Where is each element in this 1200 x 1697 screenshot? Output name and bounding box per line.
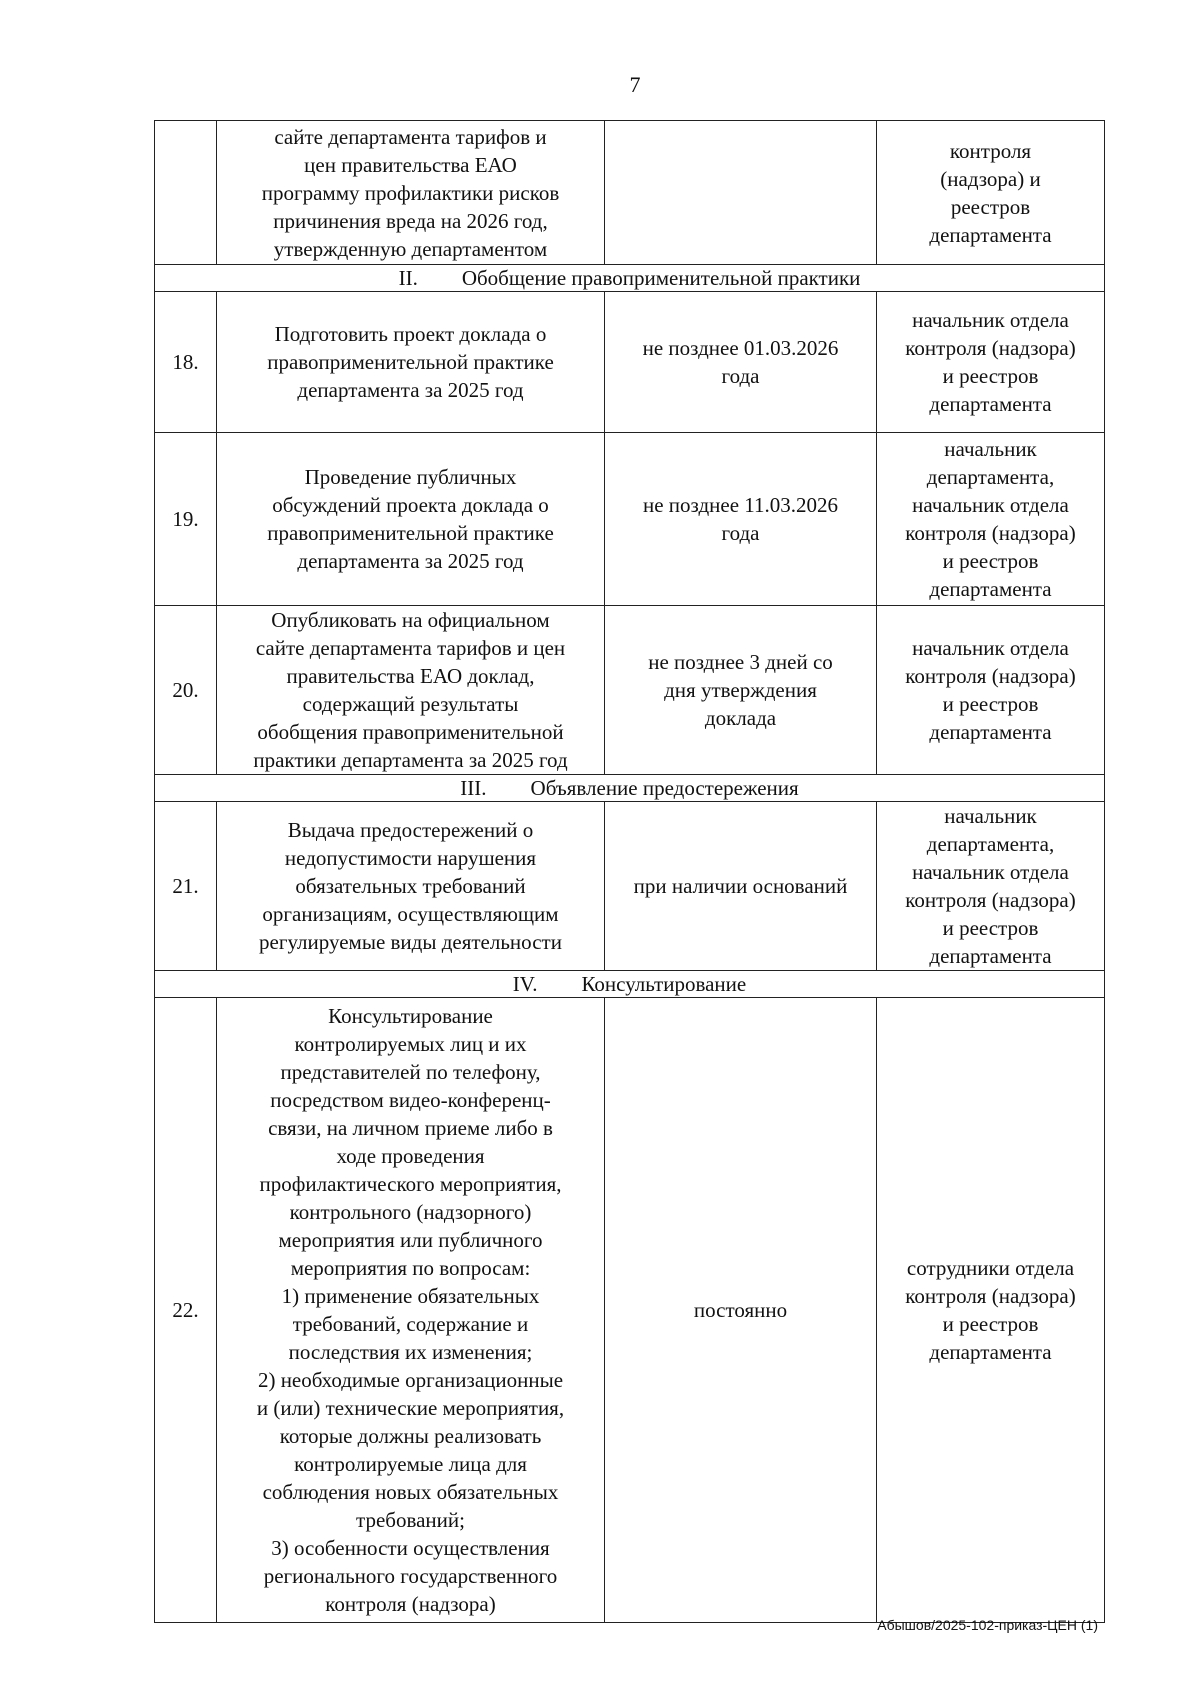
action-cell <box>217 292 605 433</box>
term-cell <box>605 606 877 775</box>
cell-text-line: посредством видео-конференц- <box>270 1088 551 1112</box>
row-number-cell: 19. <box>155 433 217 606</box>
cell-text-line: правительства ЕАО доклад, <box>286 664 535 688</box>
section-number: III. <box>460 776 487 800</box>
responsible-cell <box>877 121 1105 265</box>
cell-text-line: мероприятия по вопросам: <box>290 1256 531 1280</box>
table-row-19 <box>155 433 1105 606</box>
cell-text-line: департамента <box>929 222 1052 247</box>
action-cell <box>217 433 605 606</box>
table-row-20 <box>155 606 1105 775</box>
section-number: II. <box>398 266 418 290</box>
cell-text-line: 1) применение обязательных <box>281 1284 540 1308</box>
document-code: Абышов/2025-102-приказ-ЦЕН (1) <box>877 1617 1098 1633</box>
row-number-cell: 20. <box>155 606 217 775</box>
section-title: Объявление предостережения <box>530 776 799 800</box>
term-cell <box>605 802 877 971</box>
cell-text-line: не позднее 11.03.2026 <box>643 493 838 517</box>
cell-text-line: профилактического мероприятия, <box>259 1172 562 1196</box>
responsible-cell <box>877 606 1105 775</box>
cell-text-line: начальник отдела <box>912 860 1069 884</box>
cell-text-line: цен правительства ЕАО <box>304 152 517 177</box>
responsible-cell <box>877 292 1105 433</box>
cell-text-line: доклада <box>704 706 777 730</box>
cell-text-line: года <box>721 521 760 545</box>
cell-text-line: департамента за 2025 год <box>297 378 524 402</box>
action-cell <box>217 802 605 971</box>
row-number-cell: 18. <box>155 292 217 433</box>
cell-text-line: не позднее 3 дней со <box>648 650 833 674</box>
section-number: IV. <box>512 972 538 996</box>
cell-text-line: года <box>721 364 760 388</box>
cell-text-line: и реестров <box>942 916 1039 940</box>
cell-text-line: требований; <box>356 1508 465 1532</box>
action-cell <box>217 998 605 1623</box>
cell-text-line: контроля (надзора) <box>905 521 1076 545</box>
cell-text-line: департамента <box>929 1340 1052 1364</box>
cell-text-line: Консультирование <box>328 1004 493 1028</box>
cell-text-line: сайте департамента тарифов и цен <box>255 636 566 660</box>
row-number-cell: 22. <box>155 998 217 1623</box>
cell-text-line: реестров <box>950 194 1031 219</box>
cell-text-line: контролируемых лиц и их <box>294 1032 527 1056</box>
table-row-18 <box>155 292 1105 433</box>
cell-text-line: (надзора) и <box>940 166 1041 191</box>
cell-text-line: начальник отдела <box>912 636 1069 660</box>
cell-text-line: департамента за 2025 год <box>297 549 524 573</box>
cell-text-line: программу профилактики рисков <box>261 180 560 205</box>
action-cell <box>217 606 605 775</box>
cell-text-line: начальник <box>944 804 1037 828</box>
responsible-cell <box>877 433 1105 606</box>
cell-text-line: утвержденную департаментом <box>273 236 548 261</box>
section-title: Консультирование <box>581 972 747 996</box>
section-header-2 <box>155 265 1105 292</box>
cell-text-line: Опубликовать на официальном <box>271 608 550 632</box>
cell-text-line: сайте департамента тарифов и <box>274 124 547 149</box>
cell-text-line: начальник отдела <box>912 493 1069 517</box>
responsible-cell <box>877 802 1105 971</box>
cell-text-line: контрольного (надзорного) <box>289 1200 532 1224</box>
cell-text-line: департамента <box>929 720 1052 744</box>
table-row-21 <box>155 802 1105 971</box>
cell-text-line: Подготовить проект доклада о <box>274 322 547 346</box>
page-number: 7 <box>629 72 641 97</box>
cell-text-line: контроля (надзора) <box>905 664 1076 688</box>
cell-text-line: обсуждений проекта доклада о <box>272 493 549 517</box>
cell-text-line: контроля (надзора) <box>905 1284 1076 1308</box>
cell-text-line: правоприменительной практике <box>267 521 554 545</box>
cell-text-line: контроля (надзора) <box>325 1592 496 1616</box>
cell-text-line: контролируемые лица для <box>294 1452 527 1476</box>
cell-text-line: регионального государственного <box>263 1564 558 1588</box>
cell-text-line: департамента, <box>926 832 1055 856</box>
table-row-22 <box>155 998 1105 1623</box>
cell-text-line: и (или) технические мероприятия, <box>256 1396 565 1420</box>
cell-text-line: организациям, осуществляющим <box>262 902 559 926</box>
section-header-3 <box>155 775 1105 802</box>
cell-text-line: требований, содержание и <box>292 1312 529 1336</box>
cell-text-line: департамента, <box>926 465 1055 489</box>
cell-text-line: Проведение публичных <box>304 465 517 489</box>
cell-text-line: департамента <box>929 577 1052 601</box>
cell-text-line: департамента <box>929 944 1052 968</box>
cell-text-line: обязательных требований <box>295 874 526 898</box>
cell-text-line: представителей по телефону, <box>280 1060 541 1084</box>
cell-text-line: и реестров <box>942 364 1039 388</box>
cell-text-line: сотрудники отдела <box>906 1256 1075 1280</box>
cell-text-line: департамента <box>929 392 1052 416</box>
activity-plan-table <box>154 120 1105 1623</box>
cell-text-line: регулируемые виды деятельности <box>259 930 562 954</box>
cell-text-line: начальник <box>944 437 1037 461</box>
cell-text-line: 2) необходимые организационные <box>257 1368 564 1392</box>
cell-text-line: и реестров <box>942 692 1039 716</box>
cell-text-line: связи, на личном приеме либо в <box>268 1116 553 1140</box>
cell-text-line: ходе проведения <box>336 1144 485 1168</box>
cell-text-line: при наличии оснований <box>633 874 848 898</box>
cell-text-line: не позднее 01.03.2026 <box>642 336 839 360</box>
section-header-4 <box>155 971 1105 998</box>
cell-text-line: 3) особенности осуществления <box>271 1536 550 1560</box>
cell-text-line: обобщения правоприменительной <box>257 720 564 744</box>
cell-text-line: постоянно <box>693 1298 788 1322</box>
row-number-cell: 21. <box>155 802 217 971</box>
cell-text-line: начальник отдела <box>912 308 1069 332</box>
cell-text-line: правоприменительной практике <box>267 350 554 374</box>
cell-text-line: дня утверждения <box>664 678 817 702</box>
cell-text-line: Выдача предостережений о <box>287 818 534 842</box>
cell-text-line: контроля <box>949 138 1032 163</box>
term-cell <box>605 433 877 606</box>
term-cell <box>605 998 877 1623</box>
table-row-continuation <box>155 121 1105 265</box>
term-cell <box>605 292 877 433</box>
cell-text-line: и реестров <box>942 549 1039 573</box>
responsible-cell <box>877 998 1105 1623</box>
cell-text-line: содержащий результаты <box>302 692 519 716</box>
cell-text-line: причинения вреда на 2026 год, <box>273 208 548 233</box>
row-number-cell <box>155 121 217 265</box>
cell-text-line: мероприятия или публичного <box>278 1228 543 1252</box>
cell-text-line: контроля (надзора) <box>905 888 1076 912</box>
cell-text-line: соблюдения новых обязательных <box>262 1480 559 1504</box>
cell-text-line: практики департамента за 2025 год <box>253 748 568 772</box>
cell-text-line: которые должны реализовать <box>279 1424 542 1448</box>
cell-text-line: контроля (надзора) <box>905 336 1076 360</box>
cell-text-line: недопустимости нарушения <box>284 846 537 870</box>
term-cell <box>605 121 877 265</box>
cell-text-line: и реестров <box>942 1312 1039 1336</box>
section-title: Обобщение правоприменительной практики <box>461 266 861 290</box>
action-cell <box>217 121 605 265</box>
cell-text-line: последствия их изменения; <box>288 1340 533 1364</box>
